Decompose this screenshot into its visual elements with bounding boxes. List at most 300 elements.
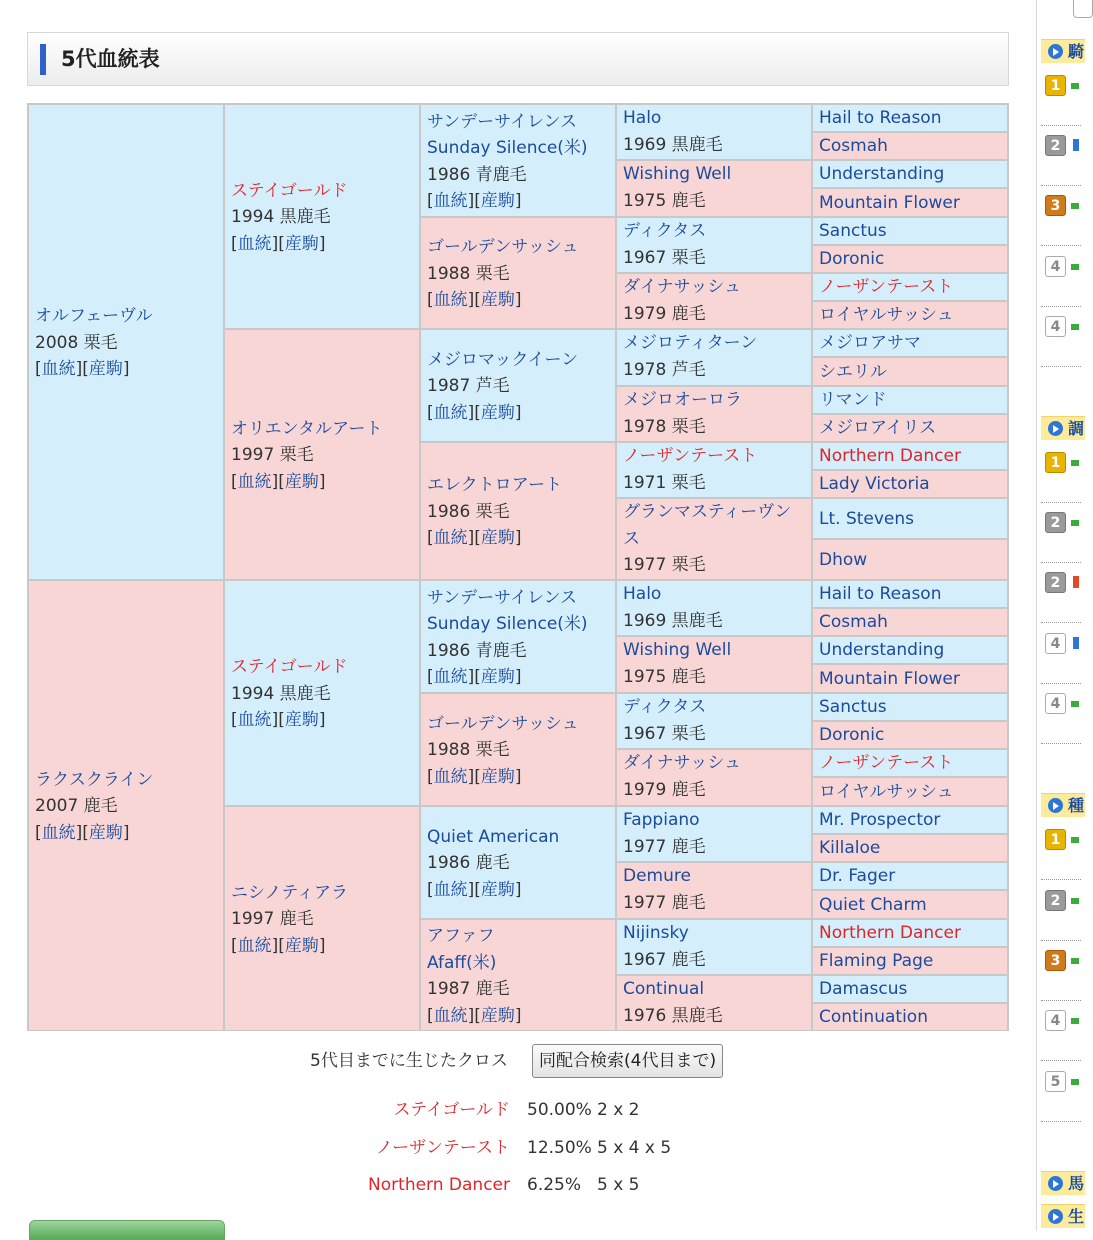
sidebar-divider	[1041, 1000, 1081, 1001]
pedigree-link[interactable]: 血統	[237, 935, 272, 956]
gen2-cell	[224, 329, 420, 580]
gen4-cell	[616, 806, 812, 862]
horse-name-link[interactable]: アファフ	[427, 926, 495, 946]
play-icon	[1048, 44, 1063, 59]
horse-name-link[interactable]: ノーザンテースト	[819, 277, 954, 297]
horse-name-link[interactable]: Quiet Charm	[819, 894, 927, 915]
horse-name-link[interactable]: ゴールデンサッシュ	[427, 237, 579, 258]
section-header	[27, 32, 1009, 86]
horse-name-link[interactable]: ノーザンテースト	[623, 446, 758, 466]
gen4-cell	[616, 580, 812, 636]
gen5-cell	[812, 693, 1008, 721]
rank-badge: 4	[1045, 633, 1066, 654]
play-icon	[1048, 798, 1063, 813]
horse-birth-info: 1997 鹿毛	[231, 909, 314, 930]
gen4-cell	[616, 273, 812, 329]
trend-up-icon	[1073, 576, 1079, 588]
horse-name-link[interactable]: メジロマックイーン	[427, 349, 579, 370]
gen4-cell	[616, 636, 812, 693]
trend-flat-icon	[1071, 958, 1079, 964]
horse-birth-info: 1976 黒鹿毛	[623, 1005, 723, 1026]
sidebar-divider	[1041, 185, 1081, 186]
gen3-cell	[420, 104, 616, 217]
cell-content	[427, 347, 609, 427]
cell-content	[427, 711, 609, 791]
cross-horse-link[interactable]: ステイゴールド	[393, 1100, 510, 1120]
gen2-cell	[224, 104, 420, 329]
sidebar-section-header[interactable]	[1041, 416, 1085, 440]
trend-flat-icon	[1071, 460, 1079, 466]
horse-name-link[interactable]: ラクスクライン	[35, 769, 154, 790]
ranking-sidebar	[1036, 0, 1085, 1231]
horse-birth-info: 1967 鹿毛	[623, 949, 706, 970]
sidebar-section-title: 騎	[1068, 42, 1085, 61]
sidebar-divider	[1041, 743, 1081, 744]
horse-name-link[interactable]: メジロティターン	[623, 333, 758, 353]
bracket: ][	[271, 935, 285, 956]
pedigree-links	[427, 188, 609, 215]
bracket: [	[35, 822, 42, 843]
horse-birth-info: 1988 栗毛	[427, 263, 510, 284]
horse-name-link[interactable]: Mountain Flower	[819, 192, 960, 213]
horse-birth-info: 1986 栗毛	[427, 501, 510, 522]
rank-badge: 2	[1045, 135, 1066, 156]
horse-name-link[interactable]: ステイゴールド	[231, 657, 348, 678]
horse-name-link[interactable]: ディクタス	[623, 221, 707, 241]
bracket: [	[427, 1005, 434, 1026]
gen4-cell	[616, 160, 812, 217]
bracket: [	[427, 879, 434, 900]
sidebar-divider	[1041, 879, 1081, 880]
gen3-cell	[420, 217, 616, 329]
horse-birth-info: 1969 黒鹿毛	[623, 610, 723, 631]
horse-birth-info: 1978 栗毛	[623, 416, 706, 437]
cell-content	[427, 472, 609, 552]
sidebar-section-title: 生	[1068, 1207, 1085, 1226]
pedigree-link[interactable]: 血統	[41, 822, 76, 843]
bracket: [	[427, 402, 434, 423]
horse-birth-info: 1986 鹿毛	[427, 853, 510, 874]
offspring-link[interactable]: 産駒	[480, 290, 515, 311]
offspring-link[interactable]: 産駒	[480, 191, 515, 211]
bracket: ][	[467, 879, 481, 900]
offspring-link[interactable]: 産駒	[480, 528, 515, 549]
pedigree-link[interactable]: 血統	[433, 1005, 468, 1026]
gen5-cell	[812, 470, 1008, 498]
pedigree-link[interactable]: 血統	[237, 710, 272, 731]
horse-name-link[interactable]: ステイゴールド	[231, 180, 348, 201]
pedigree-links	[35, 356, 217, 383]
bracket: ][	[467, 528, 481, 549]
horse-birth-info: 1971 栗毛	[623, 472, 706, 493]
pedigree-table	[27, 103, 1009, 1031]
horse-name-link[interactable]: Flaming Page	[819, 951, 934, 971]
horse-name-link[interactable]: Dr. Fager	[819, 866, 896, 886]
trend-flat-icon	[1071, 1018, 1079, 1024]
bracket: ]	[318, 233, 326, 254]
bracket: ]	[514, 667, 522, 687]
gen5-cell	[812, 947, 1008, 975]
horse-name-link[interactable]: メジロアイリス	[819, 418, 937, 438]
bracket: ][	[467, 191, 481, 211]
horse-name-link[interactable]: ニシノティアラ	[231, 882, 348, 903]
gen1-cell	[28, 104, 224, 580]
cell-content	[623, 976, 805, 1029]
gen5-cell	[812, 919, 1008, 947]
horse-alt-name-link[interactable]: Sunday Silence(米)	[427, 138, 588, 158]
cell-content	[623, 750, 805, 803]
gen2-cell	[224, 806, 420, 1031]
gen3-cell	[420, 806, 616, 919]
trend-flat-icon	[1071, 701, 1079, 707]
horse-name-link[interactable]: Doronic	[819, 249, 885, 269]
gen3-cell	[420, 442, 616, 580]
offspring-link[interactable]: 産駒	[284, 710, 319, 731]
sidebar-divider	[1041, 562, 1081, 563]
bracket: ]	[318, 710, 326, 731]
rank-badge: 4	[1045, 693, 1066, 714]
gen3-cell	[420, 919, 616, 1031]
gen5-cell	[812, 749, 1008, 777]
cell-content	[623, 274, 805, 327]
horse-name-link[interactable]: オルフェーヴル	[35, 306, 153, 327]
gen5-cell	[812, 806, 1008, 834]
horse-name-link[interactable]: Continual	[623, 979, 705, 999]
gen5-cell	[812, 721, 1008, 749]
horse-name-link[interactable]: リマンド	[819, 390, 887, 410]
horse-alt-name-link[interactable]: Afaff(米)	[427, 952, 497, 973]
horse-name-link[interactable]: Damascus	[819, 979, 908, 999]
gen4-cell	[616, 498, 812, 580]
horse-name-link[interactable]: エレクトロアート	[427, 475, 563, 496]
horse-birth-info: 1994 黒鹿毛	[231, 683, 331, 704]
horse-name-link[interactable]: メジロアサマ	[819, 333, 921, 353]
play-icon	[1048, 1209, 1063, 1224]
horse-name-link[interactable]: Hail to Reason	[819, 584, 942, 604]
horse-birth-info: 1977 鹿毛	[623, 892, 706, 913]
gen5-cell	[812, 273, 1008, 301]
gen5-cell	[812, 386, 1008, 414]
horse-birth-info: 1997 栗毛	[231, 445, 314, 466]
cell-content	[427, 234, 609, 314]
pedigree-link[interactable]: 血統	[433, 528, 468, 549]
rank-badge: 2	[1045, 572, 1066, 593]
horse-name-link[interactable]: シエリル	[819, 361, 887, 382]
cell-content	[427, 923, 609, 1029]
horse-birth-info: 2007 鹿毛	[35, 796, 118, 817]
pedigree-link[interactable]: 血統	[433, 290, 468, 311]
cell-content	[427, 585, 609, 691]
rank-badge: 1	[1045, 75, 1066, 96]
gen5-cell	[812, 777, 1008, 806]
horse-birth-info: 1975 鹿毛	[623, 666, 706, 687]
horse-birth-info: 1986 青鹿毛	[427, 164, 527, 185]
bracket: ][	[75, 359, 89, 380]
horse-name-link[interactable]: Sanctus	[819, 697, 887, 717]
cross-pattern: 2 x 2	[597, 1100, 640, 1120]
cross-horse-link[interactable]: Northern Dancer	[368, 1175, 510, 1195]
horse-name-link[interactable]: ダイナサッシュ	[623, 277, 741, 297]
pedigree-links	[231, 469, 413, 496]
sidebar-divider	[1041, 306, 1081, 307]
bracket: ]	[514, 766, 522, 787]
gen5-cell	[812, 301, 1008, 329]
sidebar-divider	[1041, 502, 1081, 503]
pedigree-link[interactable]: 血統	[433, 879, 468, 900]
horse-name-link[interactable]: Cosmah	[819, 612, 888, 632]
pedigree-links	[427, 525, 609, 552]
cell-content	[623, 387, 805, 440]
gen4-cell	[616, 329, 812, 386]
bracket: [	[427, 191, 434, 211]
pedigree-link[interactable]: 血統	[237, 471, 272, 492]
gen4-cell	[616, 104, 812, 160]
offspring-link[interactable]: 産駒	[480, 402, 515, 423]
horse-name-link[interactable]: ロイヤルサッシュ	[819, 305, 954, 325]
cell-content	[35, 303, 217, 383]
horse-birth-info: 1969 黒鹿毛	[623, 134, 723, 155]
horse-name-link[interactable]: Sanctus	[819, 221, 887, 241]
sidebar-top-control[interactable]	[1073, 0, 1093, 18]
rank-badge: 4	[1045, 256, 1066, 277]
horse-name-link[interactable]: Lady Victoria	[819, 474, 930, 494]
gen5-cell	[812, 664, 1008, 693]
bracket: ][	[271, 471, 285, 492]
horse-name-link[interactable]: Mr. Prospector	[819, 810, 941, 830]
cell-content	[427, 109, 609, 215]
horse-name-link[interactable]: ディクタス	[623, 697, 707, 717]
horse-birth-info: 1967 栗毛	[623, 247, 706, 268]
sidebar-divider	[1041, 1121, 1081, 1122]
trend-flat-icon	[1071, 520, 1079, 526]
sidebar-section-header[interactable]	[1041, 39, 1085, 63]
horse-name-link[interactable]: Northern Dancer	[819, 923, 961, 943]
pedigree-link[interactable]: 血統	[433, 191, 468, 211]
pedigree-link[interactable]: 血統	[41, 359, 76, 380]
bracket: ]	[514, 879, 522, 900]
gen5-cell	[812, 188, 1008, 217]
trend-flat-icon	[1071, 264, 1079, 270]
gen5-cell	[812, 1003, 1008, 1031]
horse-name-link[interactable]: ダイナサッシュ	[623, 753, 741, 773]
bracket: ]	[318, 471, 326, 492]
bracket: ][	[467, 766, 481, 787]
cross-row	[27, 1171, 1009, 1199]
cell-content	[623, 694, 805, 747]
offspring-link[interactable]: 産駒	[88, 822, 123, 843]
gen5-cell	[812, 442, 1008, 470]
gen5-cell	[812, 539, 1008, 580]
horse-name-link[interactable]: Cosmah	[819, 136, 888, 156]
pedigree-link[interactable]: 血統	[433, 402, 468, 423]
cross-horse-link[interactable]: ノーザンテースト	[375, 1137, 510, 1158]
bracket: [	[427, 766, 434, 787]
pedigree-links	[231, 231, 413, 258]
horse-name-link[interactable]: オリエンタルアート	[231, 418, 383, 439]
offspring-link[interactable]: 産駒	[480, 879, 515, 900]
cell-content	[623, 499, 805, 579]
cross-heading: 5代目までに生じたクロス	[310, 1051, 508, 1071]
sidebar-section-header[interactable]	[1041, 1204, 1085, 1228]
gen5-cell	[812, 217, 1008, 245]
horse-name-link[interactable]: Quiet American	[427, 826, 560, 847]
pedigree-link[interactable]: 血統	[433, 667, 468, 687]
gen4-cell	[616, 386, 812, 442]
bracket: [	[427, 667, 434, 687]
gen5-cell	[812, 580, 1008, 608]
horse-name-link[interactable]: Lt. Stevens	[819, 508, 915, 529]
pedigree-links	[427, 664, 609, 691]
gen5-cell	[812, 890, 1008, 919]
horse-name-link[interactable]: Dhow	[819, 549, 868, 570]
horse-name-link[interactable]: Understanding	[819, 640, 945, 660]
horse-birth-info: 1967 栗毛	[623, 723, 706, 744]
bracket: ]	[122, 359, 130, 380]
horse-name-link[interactable]: ロイヤルサッシュ	[819, 781, 954, 802]
bracket: [	[427, 290, 434, 311]
horse-birth-info: 1986 青鹿毛	[427, 640, 527, 661]
trend-flat-icon	[1071, 1079, 1079, 1085]
bracket: ][	[467, 290, 481, 311]
trend-down-icon	[1073, 637, 1079, 649]
cross-pattern: 5 x 4 x 5	[597, 1137, 672, 1158]
pedigree-link[interactable]: 血統	[433, 766, 468, 787]
horse-name-link[interactable]: Continuation	[819, 1007, 928, 1027]
bracket: ][	[75, 822, 89, 843]
pedigree-links	[231, 933, 413, 960]
bracket: ]	[514, 528, 522, 549]
horse-name-link[interactable]: メジロオーロラ	[623, 390, 742, 410]
trend-flat-icon	[1071, 83, 1079, 89]
sidebar-divider	[1041, 366, 1081, 367]
rank-badge: 2	[1045, 512, 1066, 533]
green-action-button[interactable]	[29, 1220, 225, 1240]
horse-name-link[interactable]: Wishing Well	[623, 164, 732, 184]
cell-content	[623, 807, 805, 860]
bracket: ][	[467, 1005, 481, 1026]
horse-name-link[interactable]: グランマスティーヴンス	[623, 502, 792, 549]
bracket: ][	[467, 667, 481, 687]
offspring-link[interactable]: 産駒	[88, 359, 123, 380]
gen3-cell	[420, 329, 616, 442]
gen4-cell	[616, 442, 812, 498]
page-title: 5代血統表	[61, 47, 160, 71]
horse-name-link[interactable]: Demure	[623, 866, 691, 886]
offspring-link[interactable]: 産駒	[480, 667, 515, 687]
sidebar-section-header[interactable]	[1041, 1171, 1085, 1195]
gen3-cell	[420, 580, 616, 693]
cross-row	[27, 1134, 1009, 1162]
header-accent-bar	[40, 44, 46, 75]
horse-birth-info: 1987 芦毛	[427, 376, 510, 397]
cell-content	[623, 161, 805, 214]
horse-birth-info: 1979 鹿毛	[623, 779, 706, 800]
cell-content	[231, 178, 413, 258]
horse-birth-info: 1987 鹿毛	[427, 979, 510, 999]
bracket: [	[231, 935, 238, 956]
cell-content	[623, 637, 805, 690]
offspring-link[interactable]: 産駒	[480, 766, 515, 787]
horse-name-link[interactable]: Nijinsky	[623, 923, 689, 943]
sidebar-section-header[interactable]	[1041, 793, 1085, 817]
gen5-cell	[812, 834, 1008, 862]
pedigree-links	[427, 1003, 609, 1030]
gen5-cell	[812, 636, 1008, 664]
horse-name-link[interactable]: Hail to Reason	[819, 108, 942, 128]
offspring-link[interactable]: 産駒	[284, 935, 319, 956]
trend-flat-icon	[1071, 837, 1079, 843]
gen4-cell	[616, 749, 812, 806]
gen5-cell	[812, 160, 1008, 188]
horse-birth-info: 1988 栗毛	[427, 740, 510, 761]
rank-badge: 2	[1045, 890, 1066, 911]
horse-name-link[interactable]: Halo	[623, 584, 662, 604]
bracket: [	[231, 471, 238, 492]
gen5-cell	[812, 245, 1008, 273]
rank-badge: 3	[1045, 195, 1066, 216]
horse-name-link[interactable]: ゴールデンサッシュ	[427, 713, 579, 734]
horse-name-link[interactable]: Doronic	[819, 725, 885, 745]
bracket: [	[35, 359, 42, 380]
play-icon	[1048, 1176, 1063, 1191]
offspring-link[interactable]: 産駒	[480, 1005, 515, 1026]
gen5-cell	[812, 329, 1008, 357]
bracket: ]	[318, 935, 326, 956]
horse-name-link[interactable]: Wishing Well	[623, 640, 732, 660]
horse-birth-info: 1975 鹿毛	[623, 190, 706, 211]
offspring-link[interactable]: 産駒	[284, 233, 319, 254]
horse-name-link[interactable]: サンデーサイレンス	[427, 587, 578, 608]
horse-name-link[interactable]: Killaloe	[819, 838, 881, 858]
horse-name-link[interactable]: Fappiano	[623, 810, 700, 830]
horse-name-link[interactable]: Northern Dancer	[819, 446, 961, 466]
cell-content	[231, 654, 413, 734]
horse-alt-name-link[interactable]: Sunday Silence(米)	[427, 614, 588, 634]
cell-content	[623, 863, 805, 916]
sidebar-divider	[1041, 622, 1081, 623]
sidebar-section-title: 馬	[1068, 1174, 1085, 1193]
cell-content	[623, 218, 805, 271]
cross-percentage: 6.25%	[527, 1175, 582, 1195]
gen5-cell	[812, 862, 1008, 890]
gen5-cell	[812, 414, 1008, 442]
horse-name-link[interactable]: Understanding	[819, 164, 945, 184]
pedigree-link[interactable]: 血統	[237, 233, 272, 254]
trend-flat-icon	[1071, 324, 1079, 330]
same-mating-search-button[interactable]: 同配合検索(4代目まで)	[532, 1044, 723, 1078]
horse-name-link[interactable]: Halo	[623, 108, 662, 128]
horse-name-link[interactable]: サンデーサイレンス	[427, 111, 578, 132]
gen5-cell	[812, 608, 1008, 636]
cross-percentage: 50.00%	[527, 1100, 592, 1120]
pedigree-links	[427, 877, 609, 904]
cell-content	[623, 443, 805, 496]
cell-content	[35, 767, 217, 847]
sidebar-section-title: 種	[1068, 796, 1085, 815]
pedigree-links	[427, 287, 609, 314]
horse-birth-info: 2008 栗毛	[35, 332, 118, 353]
trend-down-icon	[1073, 139, 1079, 151]
gen5-cell	[812, 498, 1008, 539]
offspring-link[interactable]: 産駒	[284, 471, 319, 492]
cell-content	[231, 880, 413, 960]
horse-name-link[interactable]: ノーザンテースト	[819, 753, 954, 773]
cell-content	[623, 105, 805, 158]
cross-pattern: 5 x 5	[597, 1175, 640, 1195]
bracket: ]	[514, 402, 522, 423]
bracket: ][	[467, 402, 481, 423]
horse-name-link[interactable]: Mountain Flower	[819, 668, 960, 689]
